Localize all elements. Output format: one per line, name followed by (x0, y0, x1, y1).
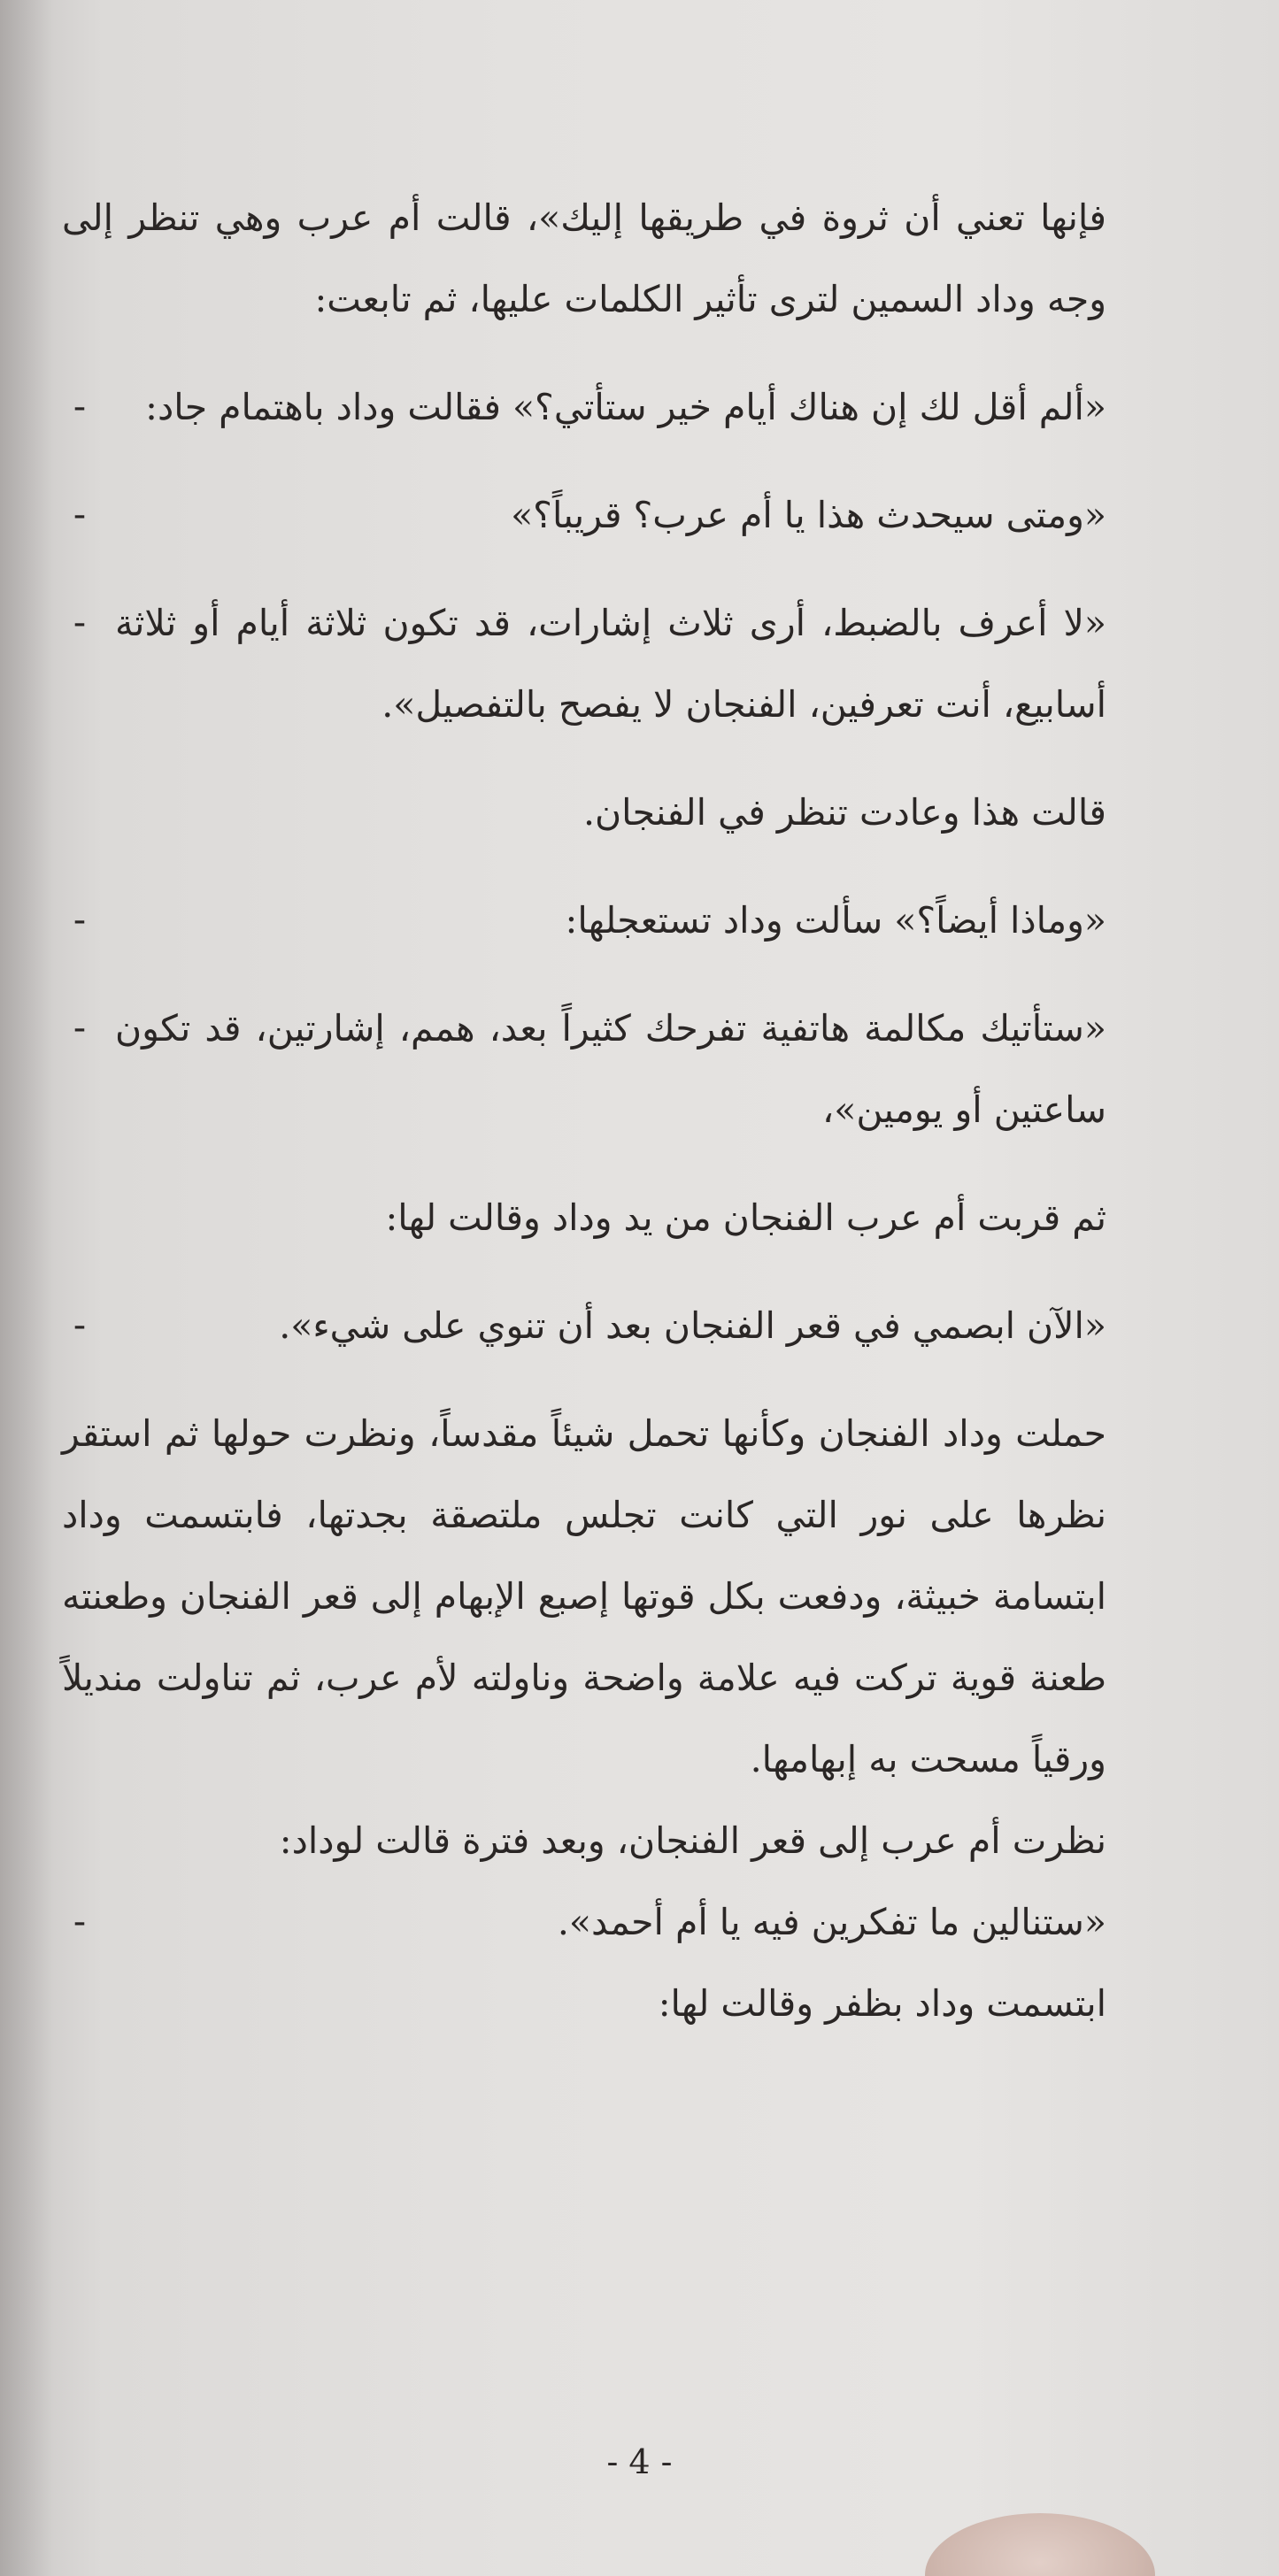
paragraph-6: ابتسمت وداد بظفر وقالت لها: (658, 1982, 1106, 2025)
finger-photo-artifact (925, 2513, 1155, 2576)
dialogue-4-text: «وماذا أيضاً؟» سألت وداد تستعجلها: (565, 899, 1106, 942)
dialogue-dash: - (73, 900, 87, 941)
dialogue-7-text: «ستنالين ما تفكرين فيه يا أم أحمد». (557, 1901, 1106, 1943)
paragraph-2: قالت هذا وعادت تنظر في الفنجان. (582, 791, 1106, 834)
page-binding-shadow (0, 0, 53, 2576)
paragraph-3: ثم قربت أم عرب الفنجان من يد وداد وقالت لها: (385, 1196, 1106, 1239)
page-text (62, 177, 1106, 2044)
dialogue-dash: - (73, 495, 87, 535)
page-number: - 4 - (606, 2442, 673, 2481)
dialogue-6 (62, 1285, 1106, 1366)
dialogue-2 (62, 474, 1106, 556)
dialogue-3 (62, 582, 1106, 745)
dialogue-6-text: «الآن ابصمي في قعر الفنجان بعد أن تنوي على شيء». (279, 1304, 1106, 1347)
dialogue-dash: - (73, 1305, 87, 1346)
dialogue-3-text: «لا أعرف بالضبط، أرى ثلاث إشارات، قد تكون ثلاثة أيام أو ثلاثة أسابيع، أنت تعرفين، الفنجان لا يفصح بالتفصيل». (115, 602, 1106, 726)
paragraph-5: نظرت أم عرب إلى قعر الفنجان، وبعد فترة قالت لوداد: (279, 1819, 1106, 1862)
dialogue-dash: - (73, 387, 87, 427)
dialogue-dash: - (73, 1008, 87, 1049)
dialogue-2-text: «ومتى سيحدث هذا يا أم عرب؟ قريباً؟» (511, 494, 1106, 536)
dialogue-5-text: «ستأتيك مكالمة هاتفية تفرحك كثيراً بعد، همم، إشارتين، قد تكون ساعتين أو يومين»، (115, 1007, 1106, 1131)
dialogue-dash: - (73, 1902, 87, 1942)
dialogue-4 (62, 880, 1106, 961)
dialogue-1 (62, 366, 1106, 448)
dialogue-7 (62, 1881, 1106, 1963)
paragraph-1: فإنها تعني أن ثروة في طريقها إليك»، قالت أم عرب وهي تنظر إلى وجه وداد السمين لترى تأثير الكلمات عليها، ثم تابعت: (62, 196, 1106, 320)
paragraph-4: حملت وداد الفنجان وكأنها تحمل شيئاً مقدساً، ونظرت حولها ثم استقر نظرها على نور التي كانت تجلس ملتصقة بجدتها، فابتسمت وداد ابتسامة خبيثة، ودفعت بكل قوتها إصبع الإبهام إلى قعر الفنجان وطعنته طعنة قوية تركت فيه علامة واضحة وناولته لأم عرب، ثم تناولت منديلاً ورقياً مسحت به إبهامها. (62, 1412, 1106, 1780)
dialogue-1-text: «ألم أقل لك إن هناك أيام خير ستأتي؟» فقالت وداد باهتمام جاد: (145, 386, 1106, 428)
dialogue-5 (62, 988, 1106, 1150)
dialogue-dash: - (73, 603, 87, 643)
